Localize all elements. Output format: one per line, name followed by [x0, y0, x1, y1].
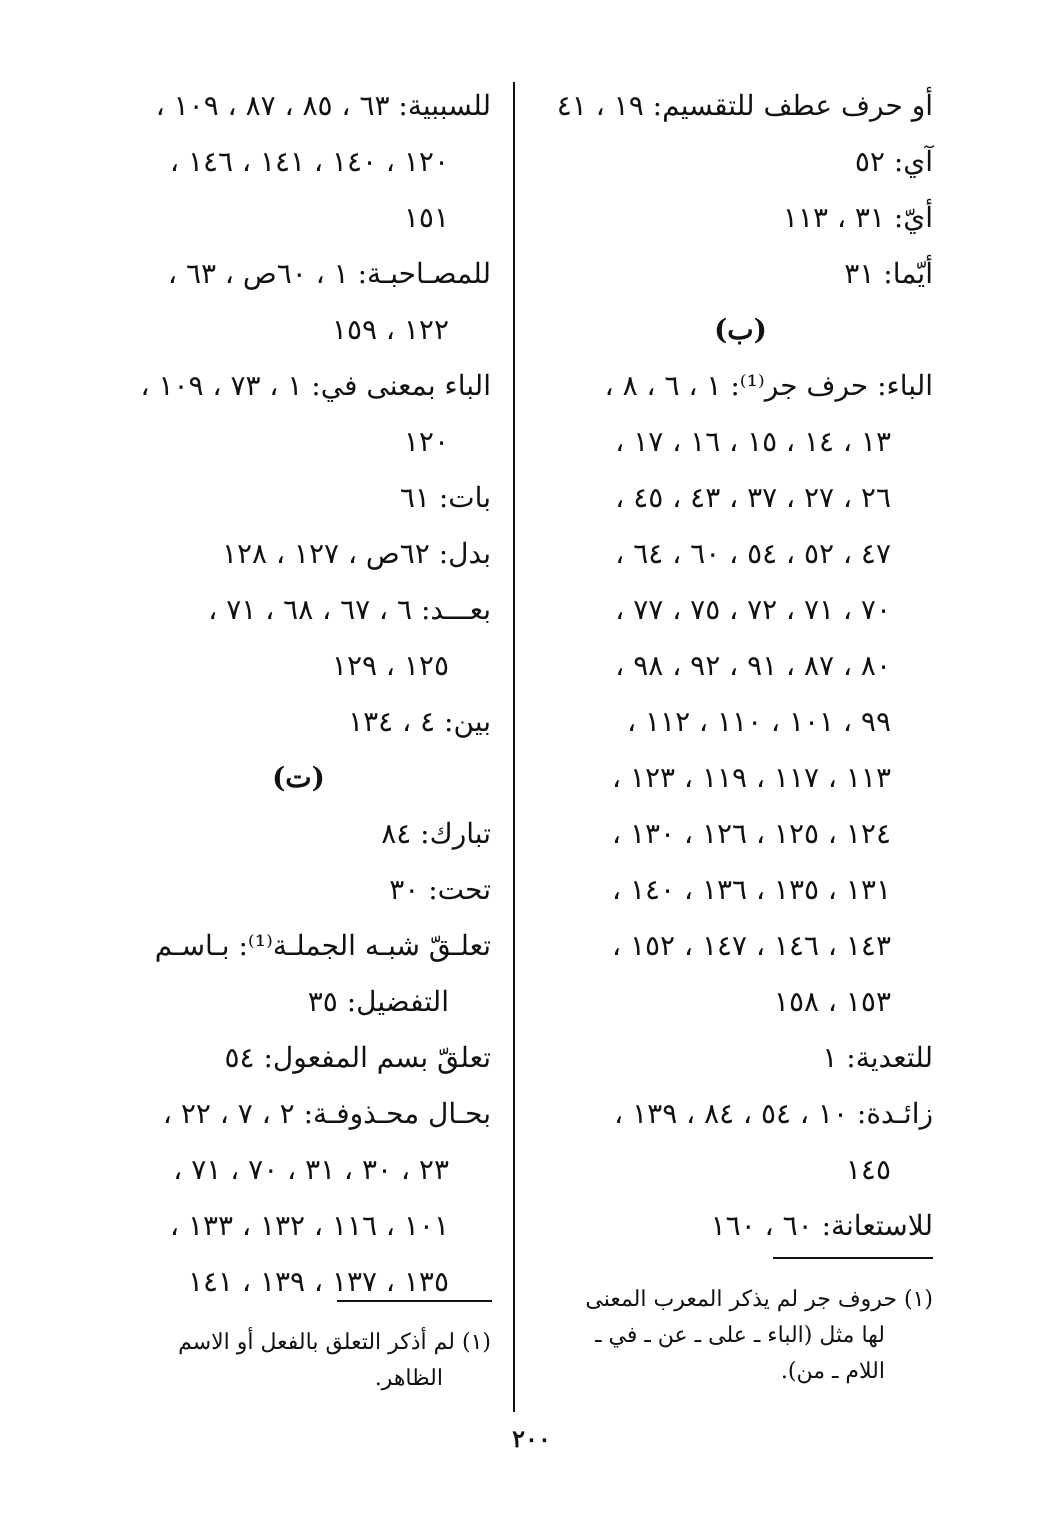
index-entry: ١٤٥ [845, 1153, 891, 1186]
index-entry: أيّ: ٣١ ، ١١٣ [782, 201, 933, 234]
footnote-right [548, 1282, 933, 1390]
section-heading: (ت) [272, 761, 325, 794]
index-entry: أيّما: ٣١ [844, 257, 933, 290]
footnote-rule-right [773, 1257, 933, 1259]
index-entry: زائـدة: ١٠ ، ٥٤ ، ٨٤ ، ١٣٩ ، [614, 1097, 933, 1130]
footnote-line: اللام ـ من). [780, 1359, 885, 1384]
index-entry: أو حرف عطف للتقسيم: ١٩ ، ٤١ [556, 89, 933, 122]
index-entry: بات: ٦١ [399, 481, 491, 514]
index-entry: للسببية: ٦٣ ، ٨٥ ، ٨٧ ، ١٠٩ ، [155, 89, 491, 122]
index-entry: ٢٣ ، ٣٠ ، ٣١ ، ٧٠ ، ٧١ ، [173, 1153, 449, 1186]
index-entry: آي: ٥٢ [854, 145, 933, 178]
index-entry: ١٠١ ، ١١٦ ، ١٣٢ ، ١٣٣ ، [170, 1209, 449, 1242]
index-entry: بدل: ٦٢ص ، ١٢٧ ، ١٢٨ [221, 537, 491, 570]
index-entry: ١٣٥ ، ١٣٧ ، ١٣٩ ، ١٤١ [187, 1265, 449, 1298]
index-entry: تبارك: ٨٤ [381, 817, 491, 850]
section-heading: (ب) [714, 313, 767, 346]
index-entry: تحت: ٣٠ [389, 873, 491, 906]
footnote-line: لها مثل (الباء ـ على ـ عن ـ في ـ [595, 1323, 885, 1348]
index-entry: ١٥٣ ، ١٥٨ [773, 985, 891, 1018]
index-entry: ١٢٤ ، ١٢٥ ، ١٢٦ ، ١٣٠ ، [612, 817, 891, 850]
footnote-line: الظاهر. [374, 1366, 443, 1391]
index-entry: للتعدية: ١ [822, 1041, 933, 1074]
footnote-line: (١) لم أذكر التعلق بالفعل أو الاسم [178, 1330, 491, 1355]
index-entry: للاستعانة: ٦٠ ، ١٦٠ [710, 1209, 933, 1242]
index-entry: للمصـاحبـة: ١ ، ٦٠ص ، ٦٣ ، [168, 257, 491, 290]
index-entry: الباء: حرف جر⁽¹⁾: ١ ، ٦ ، ٨ ، [604, 369, 933, 402]
index-entry: ٧٠ ، ٧١ ، ٧٢ ، ٧٥ ، ٧٧ ، [615, 593, 891, 626]
page-number: ٢٠٠ [512, 1424, 551, 1453]
index-entry: بين: ٤ ، ١٣٤ [348, 705, 491, 738]
index-entry: التفضيل: ٣٥ [307, 985, 449, 1018]
footnote-left [106, 1325, 491, 1397]
index-entry: ١٢٢ ، ١٥٩ [331, 313, 449, 346]
index-entry: بحـال محـذوفـة: ٢ ، ٧ ، ٢٢ ، [162, 1097, 491, 1130]
footnote-rule-left [337, 1300, 492, 1302]
index-entry: بعـــد: ٦ ، ٦٧ ، ٦٨ ، ٧١ ، [208, 593, 491, 626]
index-entry: ١٢٥ ، ١٢٩ [331, 649, 449, 682]
index-entry: ٨٠ ، ٨٧ ، ٩١ ، ٩٢ ، ٩٨ ، [615, 649, 891, 682]
index-entry: ١٣ ، ١٤ ، ١٥ ، ١٦ ، ١٧ ، [615, 425, 891, 458]
index-entry: ١٣١ ، ١٣٥ ، ١٣٦ ، ١٤٠ ، [612, 873, 891, 906]
index-entry: تعلقّ بسم المفعول: ٥٤ [224, 1041, 491, 1074]
index-entry: ١٥١ [403, 201, 449, 234]
index-entry: تعلـقّ شبـه الجملـة⁽¹⁾: بـاسـم [154, 929, 491, 962]
index-entry: ١١٣ ، ١١٧ ، ١١٩ ، ١٢٣ ، [612, 761, 891, 794]
index-entry: الباء بمعنى في: ١ ، ٧٣ ، ١٠٩ ، [140, 369, 491, 402]
footnote-line: (١) حروف جر لم يذكر المعرب المعنى [585, 1287, 933, 1312]
index-entry: ٤٧ ، ٥٢ ، ٥٤ ، ٦٠ ، ٦٤ ، [615, 537, 891, 570]
index-entry: ٩٩ ، ١٠١ ، ١١٠ ، ١١٢ ، [627, 705, 891, 738]
index-entry: ١٢٠ [403, 425, 449, 458]
index-entry: ١٤٣ ، ١٤٦ ، ١٤٧ ، ١٥٢ ، [612, 929, 891, 962]
index-entry: ١٢٠ ، ١٤٠ ، ١٤١ ، ١٤٦ ، [170, 145, 449, 178]
index-entry: ٢٦ ، ٢٧ ، ٣٧ ، ٤٣ ، ٤٥ ، [615, 481, 891, 514]
column-divider [513, 82, 515, 1412]
